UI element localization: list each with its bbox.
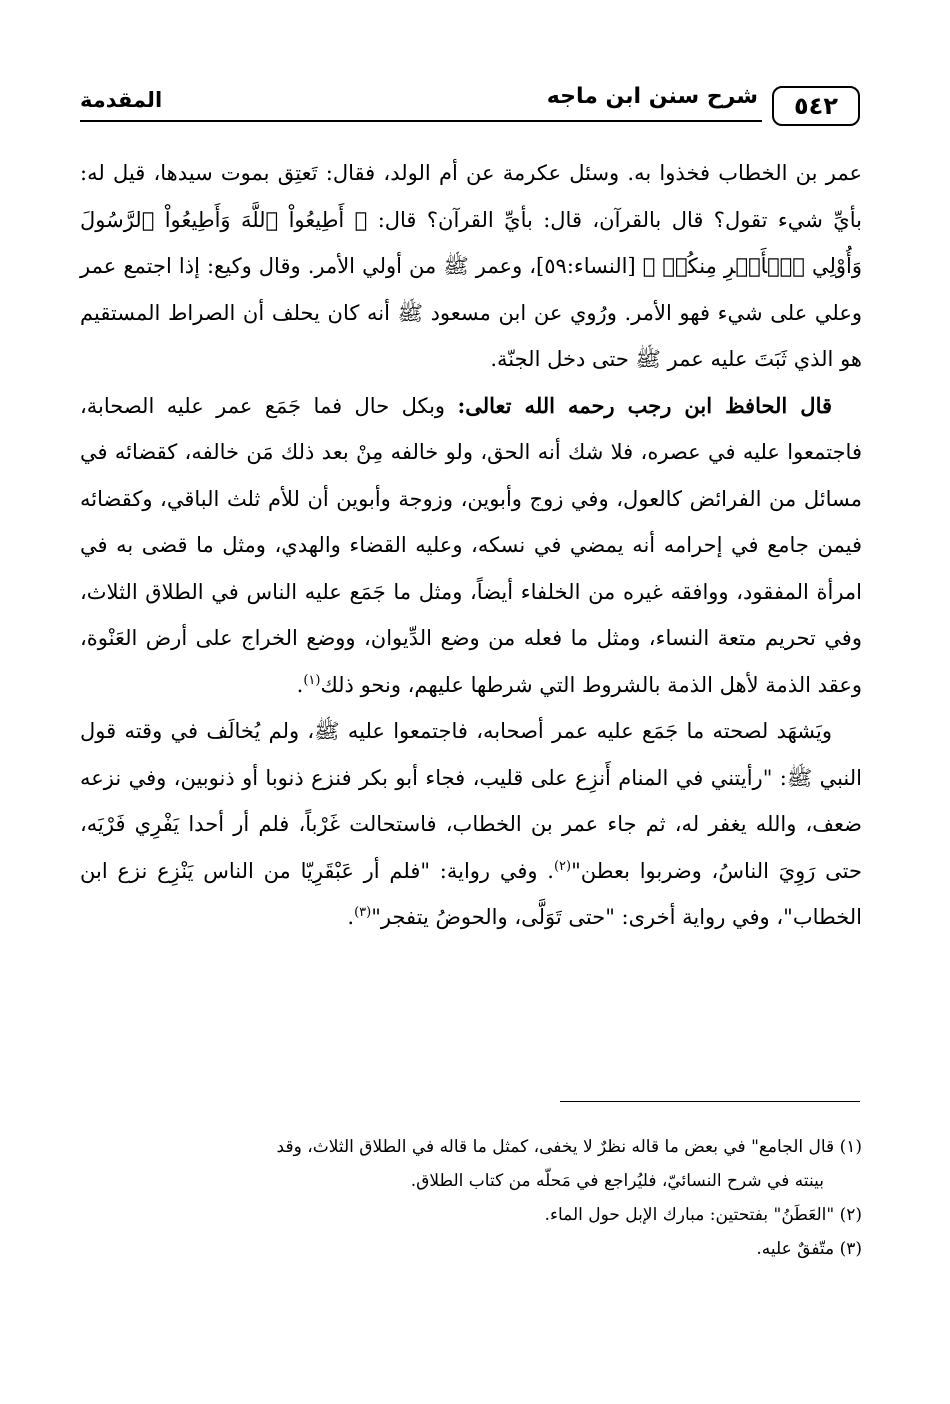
page-header bbox=[80, 78, 860, 130]
quran-verse: ﴿ أَطِيعُواْ ٱللَّهَ وَأَطِيعُواْ ٱلرَّسُولَ وَأُوْلِي ٱلۡأَمۡرِ مِنكُمۡ ﴾ bbox=[80, 207, 862, 278]
footnotes bbox=[80, 1130, 862, 1266]
footnote-ref-2[interactable]: (٢) bbox=[553, 858, 572, 874]
page-number-box bbox=[772, 86, 860, 126]
footnote-1-continuation: بينته في شرح النسائيّ، فليُراجع في مَحلّه من كتاب الطلاق. bbox=[410, 1171, 824, 1191]
footnote-1-label: (١) bbox=[839, 1137, 862, 1157]
speaker-attribution: قال الحافظ ابن رجب رحمه الله تعالى: bbox=[457, 392, 833, 418]
footnote-divider bbox=[560, 1101, 860, 1102]
paragraph-3-text-a: ويَشهَد لصحته ما جَمَع عليه عمر أصحابه، فاجتمعوا عليه ﷺ، ولم يُخالَف في وقته قول النبي ﷺ: "رأيتني في المنام أَنزِع على قليب، فجاء أبو بكر فنزع ذنوبا أو ذنوبين، وفي نزعه ضعف، والله يغفر له، ثم جاء عمر بن الخطاب، فاستحالت غَرْباً، فلم أر أحدا يَفْرِي فَرْيَه، حتى رَوِيَ الناسُ، وضربوا بعطن" bbox=[80, 719, 862, 883]
page-number: ٥٤٢ bbox=[794, 92, 838, 120]
header-rule bbox=[80, 120, 762, 122]
paragraph-2-text: وبكل حال فما جَمَع عمر عليه الصحابة، فاجتمعوا عليه في عصره، فلا شك أنه الحق، ولو خالفه مِنْ بعد ذلك مَن خالفه، كقضائه في مسائل من الفرائض كالعول، وفي زوج وأبوين، وزوجة وأبوين أن للأم ثلث الباقي، وكقضائه فيمن جامع في إحرامه أنه يمضي في نسكه، وعليه القضاء والهدي، ومثل ما قضى به في امرأة المفقود، ووافقه غيره من الخلفاء أيضاً، ومثل ما جَمَع عليه الناس في الطلاق الثلاث، وفي تحريم متعة النساء، ومثل ما فعله من وضع الدِّيوان، ووضع الخراج على أرض العَنْوة، وعقد الذمة لأهل الذمة بالشروط التي شرطها عليهم، ونحو ذلك bbox=[80, 393, 862, 697]
section-title: المقدمة bbox=[80, 88, 163, 112]
footnote-3-text: متّفقٌ عليه. bbox=[756, 1239, 840, 1259]
footnote-2 bbox=[80, 1198, 862, 1232]
footnote-1-text: قال الجامع" في بعض ما قاله نظرٌ لا يخفى، كمثل ما قاله في الطلاق الثلاث، وقد bbox=[276, 1137, 840, 1157]
main-text bbox=[80, 150, 862, 941]
footnote-2-text: "العَطَنُ" بفتحتين: مبارك الإبل حول الماء. bbox=[544, 1205, 840, 1225]
footnote-ref-3[interactable]: (٣) bbox=[354, 905, 372, 920]
book-title: شرح سنن ابن ماجه bbox=[546, 84, 758, 109]
paragraph-1-text-a: عمر بن الخطاب فخذوا به. وسئل عكرمة عن أم الولد، فقال: تَعتِق بموت سيدها، قيل له: بأيِّ شيء تقول؟ قال بالقرآن، قال: بأيِّ القرآن؟ قال: bbox=[80, 161, 862, 232]
paragraph-1-text-b: [النساء:٥٩]، وعمر ﷺ من أولي الأمر. وقال وكيع: إذا اجتمع عمر وعلي على شيء فهو الأمر. ورُوي عن ابن مسعود ﷺ أنه كان يحلف أن الصراط المستقيم هو الذي ثَبَتَ عليه عمر ﷺ حتى دخل الجنّة. bbox=[80, 254, 862, 371]
paragraph-2-end: . bbox=[296, 672, 304, 697]
paragraph-3-text-b: . وفي رواية: "فلم أر عَبْقَرِيّا من الناس يَنْزِع نزع ابن الخطاب"، وفي رواية أخرى: "حتى تَوَلَّى، والحوضُ يتفجر" bbox=[80, 858, 862, 929]
footnote-ref-1[interactable]: (١) bbox=[303, 672, 321, 688]
paragraph-3 bbox=[80, 708, 862, 941]
footnote-1 bbox=[80, 1130, 862, 1164]
paragraph-3-end: . bbox=[347, 905, 355, 929]
paragraph-2 bbox=[80, 383, 862, 709]
paragraph-1 bbox=[80, 150, 862, 383]
footnote-3 bbox=[80, 1232, 862, 1266]
footnote-2-label: (٢) bbox=[839, 1205, 862, 1225]
footnote-3-label: (٣) bbox=[839, 1239, 862, 1259]
